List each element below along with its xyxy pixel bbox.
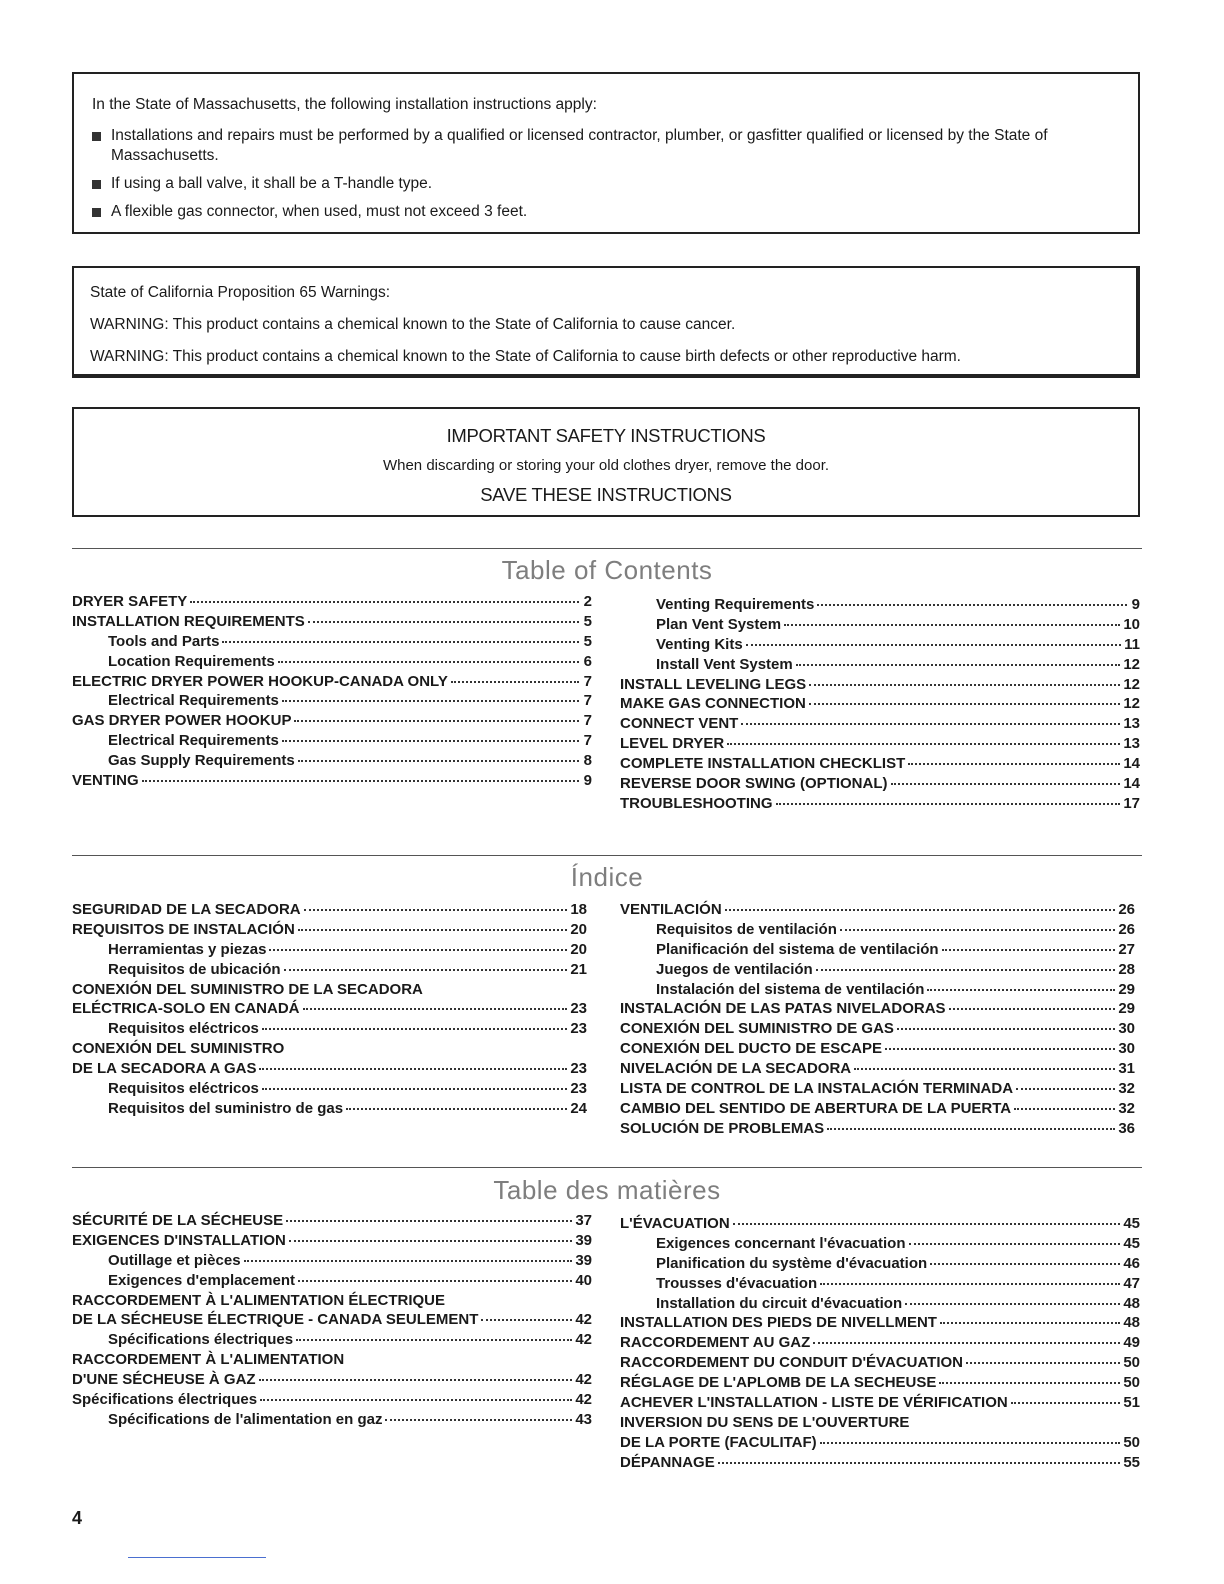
toc-entry[interactable]: [620, 596, 1140, 616]
toc-dot-leader: [481, 1319, 572, 1321]
toc-entry-page: 7: [583, 672, 592, 690]
toc-dot-leader: [282, 700, 579, 702]
safety-text: When discarding or storing your old clothes dryer, remove the door.: [382, 457, 830, 474]
toc-entry-label: Venting Requirements: [656, 596, 815, 613]
toc-dot-leader: [725, 909, 1116, 911]
toc-entry-page: 26: [1118, 920, 1135, 938]
toc-entry-page: 13: [1123, 735, 1140, 753]
toc-entry-label: DE LA PORTE (FACULITAF): [620, 1433, 817, 1451]
toc-dot-leader: [286, 1220, 572, 1222]
toc-entry-label: LISTA DE CONTROL DE LA INSTALACIÓN TERMINADA: [620, 1080, 1014, 1098]
toc-entry[interactable]: [72, 653, 592, 673]
toc-entry-label: Requisitos de ventilación: [656, 920, 837, 938]
toc-dot-leader: [930, 1263, 1120, 1265]
toc-entry[interactable]: [72, 1371, 592, 1391]
toc-dot-leader: [949, 1008, 1116, 1010]
toc-entry[interactable]: [620, 941, 1135, 961]
toc-entry-label: Planificación del sistema de ventilación: [656, 940, 939, 958]
toc-entry-label: SOLUCIÓN DE PROBLEMAS: [620, 1119, 825, 1137]
toc-entry-label: VENTING: [72, 772, 139, 790]
toc-dot-leader: [817, 604, 1127, 606]
toc-entry-label: CONEXIÓN DEL DUCTO DE ESCAPE: [620, 1040, 882, 1058]
toc-spanish-left-column: [72, 901, 587, 1120]
toc-entry-page: 42: [575, 1391, 592, 1409]
toc-entry[interactable]: [620, 1120, 1135, 1140]
toc-dot-leader: [891, 783, 1121, 785]
toc-entry-label: CAMBIO DEL SENTIDO DE ABERTURA DE LA PUERTA: [620, 1099, 1012, 1117]
toc-entry[interactable]: [72, 1292, 592, 1312]
toc-entry-label: Spécifications électriques: [72, 1391, 258, 1409]
toc-entry-label: RACCORDEMENT AU GAZ: [620, 1334, 811, 1352]
toc-entry-page: 50: [1123, 1433, 1140, 1451]
toc-entry-page: 45: [1123, 1215, 1140, 1232]
toc-dot-leader: [298, 929, 568, 931]
toc-entry[interactable]: [620, 1454, 1140, 1474]
toc-entry-label: DRYER SAFETY: [72, 593, 188, 610]
toc-entry-page: 23: [570, 1000, 587, 1018]
section-divider: [72, 548, 1142, 549]
toc-entry[interactable]: [620, 775, 1140, 795]
toc-english-right-column: [620, 596, 1140, 815]
toc-entry-page: 50: [1123, 1374, 1140, 1392]
toc-entry-label: CONEXIÓN DEL SUMINISTRO: [72, 1040, 285, 1058]
toc-dot-leader: [840, 929, 1115, 931]
toc-entry-page: 45: [1123, 1234, 1140, 1252]
toc-entry-page: 5: [583, 612, 592, 630]
toc-entry-page: 47: [1123, 1274, 1140, 1292]
toc-dot-leader: [222, 641, 579, 643]
massachusetts-intro: In the State of Massachusetts, the following installation instructions apply:: [92, 96, 597, 113]
toc-dot-leader: [854, 1068, 1115, 1070]
toc-entry[interactable]: [72, 941, 587, 961]
toc-entry-page: 12: [1123, 695, 1140, 713]
toc-entry-label: Install Vent System: [656, 655, 793, 673]
massachusetts-bullet: [92, 126, 1120, 166]
page-number: 4: [72, 1508, 83, 1528]
toc-dot-leader: [820, 1442, 1121, 1444]
toc-entry-label: SEGURIDAD DE LA SECADORA: [72, 901, 301, 918]
toc-dot-leader: [385, 1419, 572, 1421]
toc-entry[interactable]: [620, 1215, 1140, 1235]
toc-entry-page: 24: [570, 1099, 587, 1117]
toc-entry[interactable]: [620, 1314, 1140, 1334]
toc-entry-label: INVERSION DU SENS DE L'OUVERTURE: [620, 1413, 910, 1431]
toc-french-right-column: [620, 1215, 1140, 1474]
toc-dot-leader: [741, 723, 1120, 725]
toc-entry[interactable]: [72, 1311, 592, 1331]
toc-entry-page: 18: [570, 901, 587, 918]
toc-entry-page: 31: [1118, 1060, 1135, 1078]
toc-entry-page: 20: [570, 940, 587, 958]
toc-entry[interactable]: [620, 1295, 1140, 1315]
toc-entry-page: 21: [570, 960, 587, 978]
toc-dot-leader: [827, 1128, 1115, 1130]
toc-entry[interactable]: [620, 1040, 1135, 1060]
toc-entry-page: 7: [583, 732, 592, 750]
toc-entry-page: 30: [1118, 1040, 1135, 1058]
toc-entry[interactable]: [72, 1391, 592, 1411]
toc-entry[interactable]: [72, 961, 587, 981]
toc-entry-label: EXIGENCES D'INSTALLATION: [72, 1231, 286, 1249]
footer-link-line: [128, 1557, 266, 1558]
toc-entry-label: ACHEVER L'INSTALLATION - LISTE DE VÉRIFICATION: [620, 1394, 1008, 1412]
toc-dot-leader: [259, 1068, 567, 1070]
toc-entry[interactable]: [72, 1272, 592, 1292]
toc-entry-label: RACCORDEMENT À L'ALIMENTATION: [72, 1351, 345, 1369]
toc-entry-label: GAS DRYER POWER HOOKUP: [72, 712, 292, 730]
toc-dot-leader: [260, 1399, 572, 1401]
toc-entry-label: Spécifications électriques: [108, 1331, 294, 1349]
massachusetts-bullet: [92, 174, 1120, 194]
toc-entry-page: 29: [1118, 980, 1135, 998]
toc-entry[interactable]: [72, 692, 592, 712]
section-divider: [72, 855, 1142, 856]
toc-dot-leader: [294, 720, 579, 722]
toc-entry-page: 14: [1123, 775, 1140, 793]
california-warning-box: [72, 266, 1140, 378]
toc-dot-leader: [966, 1362, 1120, 1364]
toc-spanish-heading: Índice: [570, 862, 644, 892]
toc-dot-leader: [284, 969, 568, 971]
toc-dot-leader: [451, 681, 579, 683]
toc-entry-page: 23: [570, 1060, 587, 1078]
toc-dot-leader: [746, 644, 1121, 646]
toc-entry-page: 27: [1118, 940, 1135, 958]
toc-entry[interactable]: [620, 961, 1135, 981]
toc-entry-label: L'ÉVACUATION: [620, 1215, 730, 1232]
toc-dot-leader: [727, 743, 1120, 745]
toc-entry-page: 26: [1118, 901, 1135, 918]
toc-entry-label: Spécifications de l'alimentation en gaz: [108, 1410, 383, 1428]
toc-entry[interactable]: [72, 981, 587, 1001]
toc-dot-leader: [897, 1028, 1115, 1030]
toc-entry-label: Requisitos eléctricos: [108, 1080, 259, 1098]
toc-entry-page: 42: [575, 1371, 592, 1389]
toc-entry[interactable]: [72, 1080, 587, 1100]
toc-english-heading: Table of Contents: [501, 555, 713, 585]
toc-entry[interactable]: [620, 735, 1140, 755]
toc-entry-page: 14: [1123, 755, 1140, 773]
massachusetts-bullet: [92, 202, 1120, 222]
toc-dot-leader: [909, 1243, 1121, 1245]
toc-entry[interactable]: [620, 795, 1140, 815]
toc-entry-page: 9: [1131, 596, 1140, 613]
toc-entry[interactable]: [620, 1354, 1140, 1374]
toc-dot-leader: [816, 969, 1116, 971]
toc-entry-page: 36: [1118, 1119, 1135, 1137]
toc-entry[interactable]: [620, 1434, 1140, 1454]
massachusetts-bullet-text: A flexible gas connector, when used, must not exceed 3 feet.: [111, 203, 528, 220]
toc-dot-leader: [813, 1342, 1120, 1344]
toc-dot-leader: [259, 1379, 573, 1381]
toc-entry-label: CONEXIÓN DEL SUMINISTRO DE LA SECADORA: [72, 980, 423, 998]
toc-entry-page: 12: [1123, 655, 1140, 673]
toc-entry-page: 9: [583, 772, 592, 790]
toc-entry[interactable]: [620, 1020, 1135, 1040]
toc-dot-leader: [308, 621, 579, 623]
toc-entry-label: Juegos de ventilación: [656, 960, 813, 978]
toc-entry-page: 2: [583, 593, 592, 610]
toc-entry-label: NIVELACIÓN DE LA SECADORA: [620, 1060, 852, 1078]
toc-entry[interactable]: [72, 1040, 587, 1060]
toc-dot-leader: [346, 1108, 567, 1110]
toc-entry-page: 32: [1118, 1080, 1135, 1098]
toc-entry[interactable]: [72, 772, 592, 792]
toc-dot-leader: [303, 1008, 568, 1010]
toc-entry[interactable]: [620, 636, 1140, 656]
toc-entry-label: Requisitos del suministro de gas: [108, 1099, 344, 1117]
toc-entry-page: 40: [575, 1271, 592, 1289]
toc-entry-label: Plan Vent System: [656, 615, 782, 633]
toc-entry-label: Gas Supply Requirements: [108, 752, 295, 770]
toc-entry[interactable]: [620, 695, 1140, 715]
toc-entry[interactable]: [72, 1100, 587, 1120]
toc-entry-label: REVERSE DOOR SWING (OPTIONAL): [620, 775, 888, 793]
toc-entry-page: 13: [1123, 715, 1140, 733]
toc-entry-page: 49: [1123, 1334, 1140, 1352]
toc-entry-label: Exigences concernant l'évacuation: [656, 1234, 906, 1252]
toc-entry-page: 30: [1118, 1020, 1135, 1038]
massachusetts-notice-box: [72, 72, 1140, 234]
safety-instructions-box: [72, 407, 1140, 517]
toc-entry[interactable]: [620, 616, 1140, 636]
toc-dot-leader: [289, 1240, 572, 1242]
toc-entry-label: D'UNE SÉCHEUSE À GAZ: [72, 1371, 256, 1389]
toc-dot-leader: [142, 780, 579, 782]
safety-title: IMPORTANT SAFETY INSTRUCTIONS: [446, 425, 766, 446]
massachusetts-bullet-text: Installations and repairs must be performed by a qualified or licensed contractor, plumber, or gasfitter qualified or licensed by the State of Massachusetts.: [111, 127, 1048, 164]
toc-dot-leader: [776, 803, 1121, 805]
toc-entry-page: 5: [583, 632, 592, 650]
toc-dot-leader: [940, 1322, 1120, 1324]
toc-dot-leader: [269, 949, 567, 951]
toc-dot-leader: [296, 1339, 572, 1341]
toc-entry[interactable]: [72, 1000, 587, 1020]
toc-entry[interactable]: [620, 1100, 1135, 1120]
toc-entry[interactable]: [72, 1252, 592, 1272]
california-title: State of California Proposition 65 Warnings:: [90, 284, 391, 301]
toc-entry-page: 12: [1123, 675, 1140, 693]
toc-entry[interactable]: [72, 673, 592, 693]
bullet-square-icon: [92, 132, 101, 141]
toc-entry-label: SÉCURITÉ DE LA SÉCHEUSE: [72, 1212, 284, 1229]
toc-entry-label: INSTALLATION DES PIEDS DE NIVELLMENT: [620, 1314, 937, 1332]
bullet-square-icon: [92, 208, 101, 217]
toc-entry-page: 46: [1123, 1254, 1140, 1272]
toc-entry[interactable]: [620, 901, 1135, 921]
toc-entry[interactable]: [620, 1255, 1140, 1275]
toc-entry-label: Requisitos de ubicación: [108, 960, 281, 978]
toc-entry[interactable]: [72, 1020, 587, 1040]
toc-entry-page: 29: [1118, 1000, 1135, 1018]
toc-entry-label: TROUBLESHOOTING: [620, 794, 773, 812]
toc-dot-leader: [298, 1280, 572, 1282]
toc-entry-label: DE LA SECADORA A GAS: [72, 1060, 257, 1078]
toc-entry-page: 39: [575, 1231, 592, 1249]
toc-entry[interactable]: [72, 752, 592, 772]
toc-entry-label: Electrical Requirements: [108, 692, 279, 710]
toc-entry[interactable]: [620, 921, 1135, 941]
toc-entry-page: 8: [583, 752, 592, 770]
toc-entry-page: 23: [570, 1020, 587, 1038]
toc-entry-label: RÉGLAGE DE L'APLOMB DE LA SECHEUSE: [620, 1374, 937, 1392]
california-warning-birth-defects: WARNING: This product contains a chemical known to the State of California to cause birth defects or other reproductive harm.: [90, 348, 961, 365]
toc-entry[interactable]: [72, 1232, 592, 1252]
toc-dot-leader: [942, 949, 1116, 951]
toc-french-heading: Table des matières: [493, 1175, 721, 1205]
toc-entry[interactable]: [72, 732, 592, 752]
toc-dot-leader: [262, 1088, 567, 1090]
toc-entry-label: Exigences d'emplacement: [108, 1271, 295, 1289]
toc-dot-leader: [927, 989, 1115, 991]
toc-entry-page: 42: [575, 1311, 592, 1329]
toc-entry-label: Instalación del sistema de ventilación: [656, 980, 925, 998]
toc-entry[interactable]: [620, 981, 1135, 1001]
toc-entry[interactable]: [620, 1374, 1140, 1394]
toc-entry[interactable]: [620, 1334, 1140, 1354]
toc-dot-leader: [244, 1260, 573, 1262]
toc-entry-label: LEVEL DRYER: [620, 735, 725, 753]
toc-entry-page: 48: [1123, 1314, 1140, 1332]
toc-entry-page: 7: [583, 712, 592, 730]
toc-entry-page: 32: [1118, 1099, 1135, 1117]
toc-entry-label: RACCORDEMENT DU CONDUIT D'ÉVACUATION: [620, 1354, 964, 1372]
toc-dot-leader: [908, 763, 1120, 765]
toc-entry-label: Planification du système d'évacuation: [656, 1254, 928, 1272]
toc-entry-label: Location Requirements: [108, 652, 275, 670]
toc-entry[interactable]: [620, 1235, 1140, 1255]
toc-entry[interactable]: [620, 656, 1140, 676]
toc-entry-label: COMPLETE INSTALLATION CHECKLIST: [620, 755, 906, 773]
toc-dot-leader: [262, 1028, 567, 1030]
toc-entry-label: MAKE GAS CONNECTION: [620, 695, 806, 713]
toc-dot-leader: [298, 760, 579, 762]
toc-entry[interactable]: [72, 712, 592, 732]
toc-entry-label: ELECTRIC DRYER POWER HOOKUP-CANADA ONLY: [72, 672, 448, 690]
toc-entry-page: 55: [1123, 1453, 1140, 1471]
toc-entry-page: 43: [575, 1410, 592, 1428]
toc-entry[interactable]: [72, 633, 592, 653]
toc-entry[interactable]: [620, 1394, 1140, 1414]
toc-entry[interactable]: [72, 1411, 592, 1431]
toc-dot-leader: [1016, 1088, 1115, 1090]
toc-dot-leader: [784, 624, 1120, 626]
toc-entry-label: Installation du circuit d'évacuation: [656, 1294, 903, 1312]
toc-entry[interactable]: [620, 1080, 1135, 1100]
toc-entry-label: ELÉCTRICA-SOLO EN CANADÁ: [72, 1000, 300, 1018]
toc-spanish-right-column: [620, 901, 1135, 1140]
toc-entry-page: 23: [570, 1080, 587, 1098]
toc-entry[interactable]: [620, 1000, 1135, 1020]
toc-entry-page: 11: [1124, 635, 1140, 653]
toc-dot-leader: [809, 684, 1120, 686]
toc-entry[interactable]: [72, 901, 587, 921]
toc-dot-leader: [278, 661, 579, 663]
california-warning-cancer: WARNING: This product contains a chemical known to the State of California to cause cancer.: [90, 316, 736, 333]
toc-entry-label: Requisitos eléctricos: [108, 1020, 259, 1038]
toc-dot-leader: [796, 664, 1121, 666]
toc-entry-label: INSTALLATION REQUIREMENTS: [72, 612, 305, 630]
toc-entry[interactable]: [72, 613, 592, 633]
toc-entry[interactable]: [72, 921, 587, 941]
toc-entry-page: 10: [1123, 615, 1140, 633]
toc-dot-leader: [190, 601, 579, 603]
toc-entry-page: 50: [1123, 1354, 1140, 1372]
toc-entry-label: Venting Kits: [656, 635, 743, 653]
toc-entry-label: CONNECT VENT: [620, 715, 739, 733]
toc-dot-leader: [718, 1462, 1121, 1464]
toc-entry[interactable]: [72, 1060, 587, 1080]
toc-entry[interactable]: [620, 755, 1140, 775]
toc-entry-label: Tools and Parts: [108, 632, 220, 650]
safety-save-instructions: SAVE THESE INSTRUCTIONS: [480, 484, 732, 505]
toc-entry-page: 20: [570, 920, 587, 938]
toc-english-left-column: [72, 593, 592, 792]
toc-entry-page: 51: [1123, 1394, 1140, 1412]
toc-entry[interactable]: [620, 1060, 1135, 1080]
toc-entry-label: INSTALACIÓN DE LAS PATAS NIVELADORAS: [620, 1000, 946, 1018]
toc-dot-leader: [939, 1382, 1120, 1384]
toc-entry[interactable]: [72, 1331, 592, 1351]
toc-entry-label: Outillage et pièces: [108, 1251, 241, 1269]
toc-dot-leader: [885, 1048, 1115, 1050]
toc-entry-label: VENTILACIÓN: [620, 901, 722, 918]
toc-entry-label: INSTALL LEVELING LEGS: [620, 675, 807, 693]
toc-entry[interactable]: [620, 715, 1140, 735]
toc-entry[interactable]: [620, 1414, 1140, 1434]
toc-entry-label: CONEXIÓN DEL SUMINISTRO DE GAS: [620, 1020, 894, 1038]
toc-entry-page: 48: [1123, 1294, 1140, 1312]
toc-entry[interactable]: [620, 676, 1140, 696]
toc-entry-label: Trousses d'évacuation: [656, 1274, 818, 1292]
toc-dot-leader: [1011, 1402, 1121, 1404]
toc-entry-label: Electrical Requirements: [108, 732, 279, 750]
toc-entry-label: DE LA SÉCHEUSE ÉLECTRIQUE - CANADA SEULEMENT: [72, 1311, 479, 1329]
toc-entry-page: 42: [575, 1331, 592, 1349]
toc-entry-page: 28: [1118, 960, 1135, 978]
toc-entry-label: RACCORDEMENT À L'ALIMENTATION ÉLECTRIQUE: [72, 1291, 445, 1309]
toc-dot-leader: [905, 1303, 1120, 1305]
toc-dot-leader: [1014, 1108, 1115, 1110]
toc-dot-leader: [733, 1223, 1121, 1225]
toc-dot-leader: [820, 1283, 1120, 1285]
massachusetts-bullet-text: If using a ball valve, it shall be a T-handle type.: [111, 175, 433, 192]
toc-dot-leader: [304, 909, 568, 911]
toc-entry[interactable]: [72, 593, 592, 613]
toc-entry-page: 6: [583, 652, 592, 670]
toc-entry[interactable]: [72, 1212, 592, 1232]
toc-entry-label: Herramientas y piezas: [108, 940, 267, 958]
toc-entry-page: 17: [1123, 794, 1140, 812]
toc-entry[interactable]: [620, 1275, 1140, 1295]
toc-entry-label: DÉPANNAGE: [620, 1453, 715, 1471]
toc-entry-label: REQUISITOS DE INSTALACIÓN: [72, 920, 295, 938]
toc-entry-page: 39: [575, 1251, 592, 1269]
toc-entry-page: 37: [575, 1212, 592, 1229]
toc-french-left-column: [72, 1212, 592, 1431]
bullet-square-icon: [92, 180, 101, 189]
toc-dot-leader: [809, 703, 1120, 705]
toc-entry[interactable]: [72, 1351, 592, 1371]
section-divider: [72, 1167, 1142, 1168]
toc-dot-leader: [282, 740, 579, 742]
toc-entry-page: 7: [583, 692, 592, 710]
